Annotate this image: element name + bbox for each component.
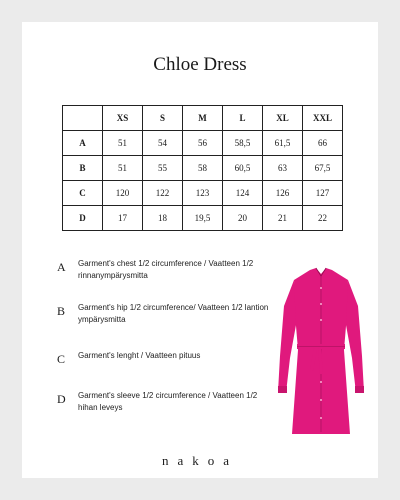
legend-text: Garment's sleeve 1/2 circumference / Vaatteen 1/2 hihan leveys bbox=[78, 391, 258, 412]
table-cell: 60,5 bbox=[223, 156, 263, 181]
table-row bbox=[63, 156, 343, 181]
brand-logo: nakoa bbox=[161, 453, 239, 468]
header-cell: XXL bbox=[303, 106, 343, 131]
legend-text: Garment's hip 1/2 circumference/ Vaatteen 1/2 lantion ympärysmitta bbox=[78, 303, 269, 324]
table-cell: 61,5 bbox=[263, 131, 303, 156]
table-cell: 122 bbox=[143, 181, 183, 206]
row-label: D bbox=[63, 206, 103, 231]
table-cell: 120 bbox=[103, 181, 143, 206]
table-cell: 63 bbox=[263, 156, 303, 181]
table-cell: 55 bbox=[143, 156, 183, 181]
table-cell: 22 bbox=[303, 206, 343, 231]
header-cell bbox=[63, 106, 103, 131]
table-cell: 51 bbox=[103, 131, 143, 156]
header-cell: L bbox=[223, 106, 263, 131]
right-cuff bbox=[355, 386, 364, 393]
table-cell: 127 bbox=[303, 181, 343, 206]
legend-letter: B bbox=[57, 304, 66, 318]
row-label: A bbox=[63, 131, 103, 156]
table-cell: 126 bbox=[263, 181, 303, 206]
legend-letter: C bbox=[57, 352, 66, 366]
table-header-row bbox=[63, 106, 343, 131]
table-cell: 17 bbox=[103, 206, 143, 231]
header-cell: S bbox=[143, 106, 183, 131]
legend-letter: A bbox=[57, 260, 66, 274]
header-cell: XS bbox=[103, 106, 143, 131]
table-cell: 58 bbox=[183, 156, 223, 181]
table-row bbox=[63, 181, 343, 206]
table-cell: 56 bbox=[183, 131, 223, 156]
table-cell: 124 bbox=[223, 181, 263, 206]
left-cuff bbox=[278, 386, 287, 393]
table-cell: 19,5 bbox=[183, 206, 223, 231]
table-cell: 54 bbox=[143, 131, 183, 156]
table-cell: 20 bbox=[223, 206, 263, 231]
table-cell: 21 bbox=[263, 206, 303, 231]
table-cell: 67,5 bbox=[303, 156, 343, 181]
table-row bbox=[63, 206, 343, 231]
table-row bbox=[63, 131, 343, 156]
row-label: B bbox=[63, 156, 103, 181]
row-label: C bbox=[63, 181, 103, 206]
dress-image bbox=[266, 266, 376, 436]
table-cell: 66 bbox=[303, 131, 343, 156]
table-cell: 58,5 bbox=[223, 131, 263, 156]
legend-text: Garment's lenght / Vaatteen pituus bbox=[78, 351, 201, 360]
header-cell: XL bbox=[263, 106, 303, 131]
page-title: Chloe Dress bbox=[153, 54, 247, 75]
header-cell: M bbox=[183, 106, 223, 131]
table-cell: 18 bbox=[143, 206, 183, 231]
table-cell: 51 bbox=[103, 156, 143, 181]
size-guide-card bbox=[22, 22, 378, 478]
size-table bbox=[62, 105, 343, 231]
legend-letter: D bbox=[57, 392, 66, 406]
table-cell: 123 bbox=[183, 181, 223, 206]
legend-text: Garment's chest 1/2 circumference / Vaatteen 1/2 rinnanympärysmitta bbox=[78, 259, 254, 280]
